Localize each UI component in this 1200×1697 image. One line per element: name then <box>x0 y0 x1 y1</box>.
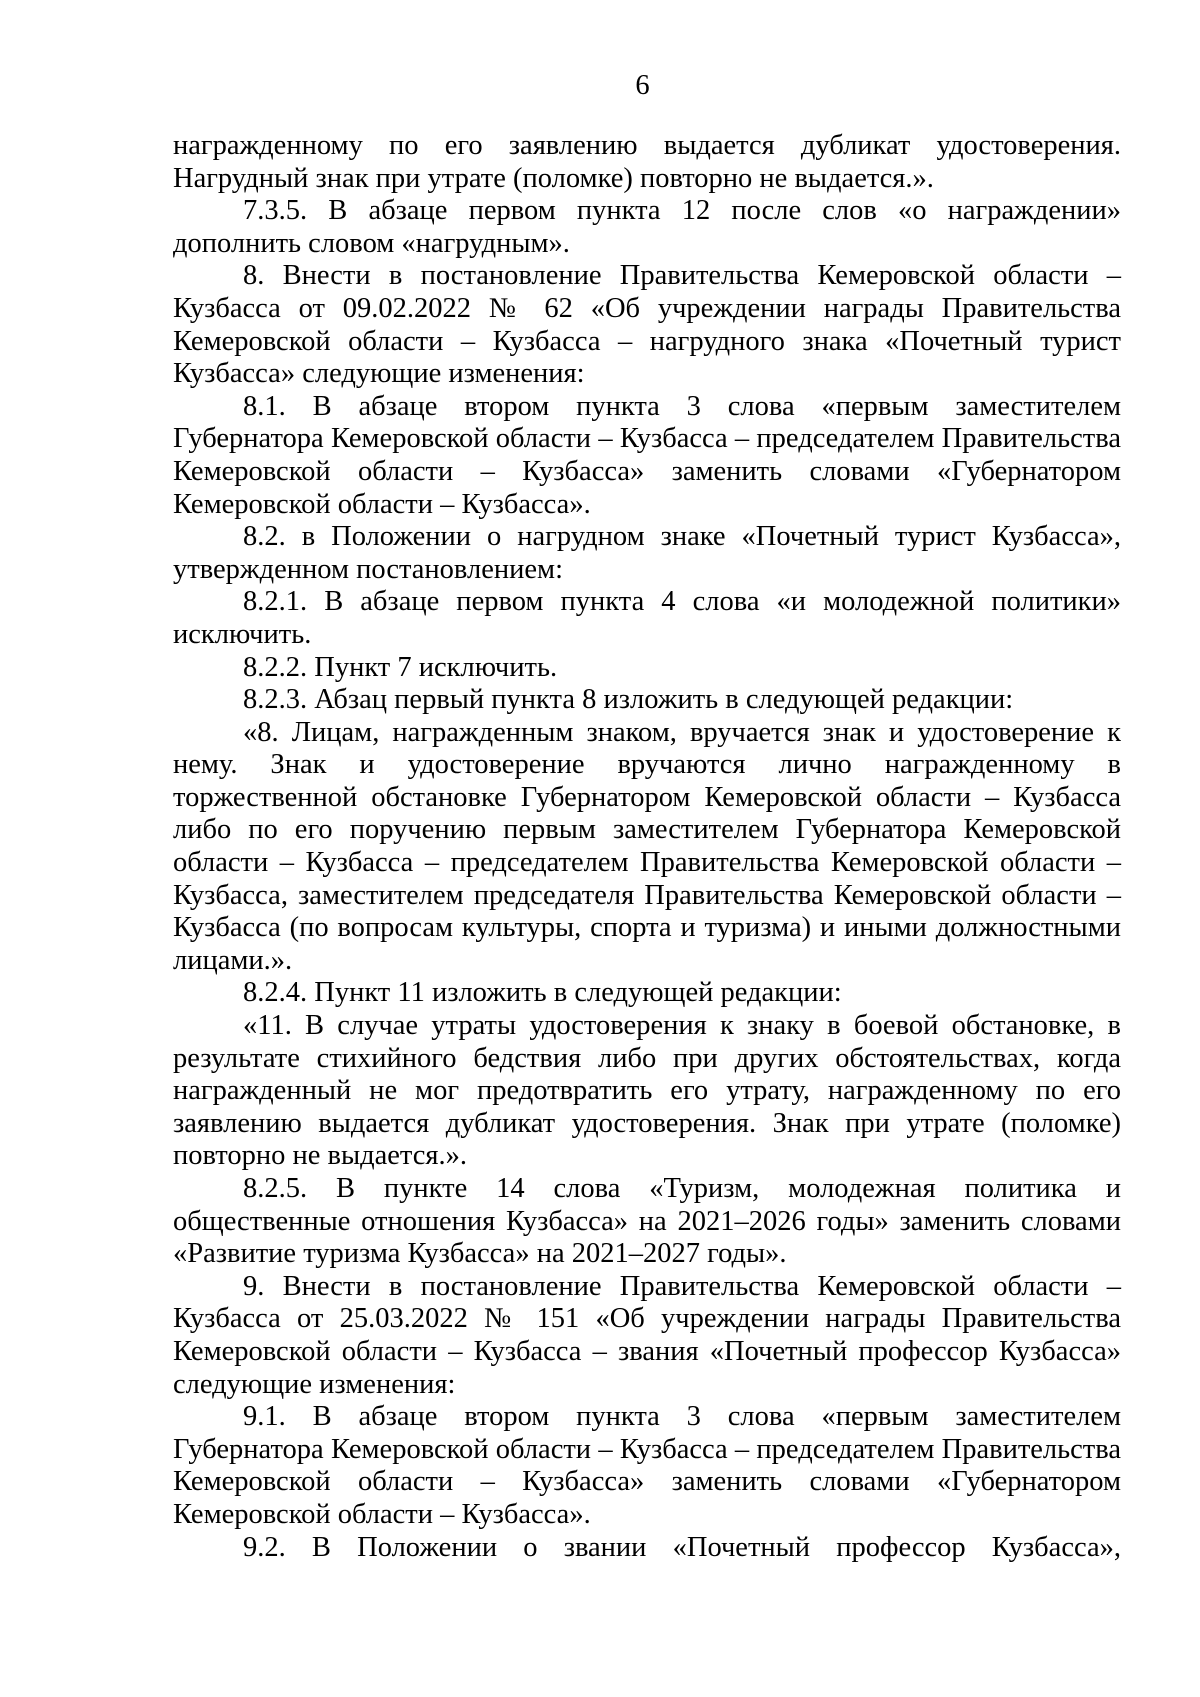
paragraph-continuation: награжденному по его заявлению выдается дубликат удостоверения. Нагрудный знак при утрате (поломке) повторно не выдается.». <box>173 130 1121 194</box>
document-body <box>173 130 1121 1564</box>
paragraph-8-2-4: 8.2.4. Пункт 11 изложить в следующей редакции: <box>243 977 842 1009</box>
paragraph-8-2-3: 8.2.3. Абзац первый пункта 8 изложить в следующей редакции: <box>243 684 1014 716</box>
page-number: 6 <box>635 70 650 101</box>
paragraph-8-2-1: 8.2.1. В абзаце первом пункта 4 слова «и молодежной политики» исключить. <box>173 586 1121 650</box>
paragraph-9-1: 9.1. В абзаце втором пункта 3 слова «первым заместителем Губернатора Кемеровской области – Кузбасса – председателем Правительства Кемеровской области – Кузбасса» заменить словами «Губернатором Кемеровской области – Кузбасса». <box>173 1401 1121 1530</box>
quoted-item-11: «11. В случае утраты удостоверения к знаку в боевой обстановке, в результате стихийного бедствия либо при других обстоятельствах, когда награжденный не мог предотвратить его утрату, награжденному по его заявлению выдается дубликат удостоверения. Знак при утрате (поломке) повторно не выдается.». <box>173 1010 1121 1172</box>
paragraph-9-2: 9.2. В Положении о звании «Почетный профессор Кузбасса», <box>243 1531 1121 1563</box>
paragraph-8-2-2: 8.2.2. Пункт 7 исключить. <box>243 651 558 683</box>
paragraph-8-2-5: 8.2.5. В пункте 14 слова «Туризм, молодежная политика и общественные отношения Кузбасса» на 2021–2026 годы» заменить словами «Развитие туризма Кузбасса» на 2021–2027 годы». <box>173 1173 1121 1270</box>
paragraph-8-1: 8.1. В абзаце втором пункта 3 слова «первым заместителем Губернатора Кемеровской области – Кузбасса – председателем Правительства Кемеровской области – Кузбасса» заменить словами «Губернатором Кемеровской области – Кузбасса». <box>173 390 1121 520</box>
paragraph-7-3-5: 7.3.5. В абзаце первом пункта 12 после слов «о награждении» дополнить словом «нагрудным». <box>173 195 1121 259</box>
paragraph-9: 9. Внести в постановление Правительства Кемеровской области – Кузбасса от 25.03.2022 № 151 «Об учреждении награды Правительства Кемеровской области – Кузбасса – звания «Почетный профессор Кузбасса» следующие изменения: <box>173 1270 1121 1400</box>
quoted-item-8: «8. Лицам, награжденным знаком, вручается знак и удостоверение к нему. Знак и удостоверение вручаются лично награжденному в торжественной обстановке Губернатором Кемеровской области – Кузбасса либо по его поручению первым заместителем Губернатора Кемеровской области – Кузбасса – председателем Правительства Кемеровской области – Кузбасса, заместителем председателя Правительства Кемеровской области – Кузбасса (по вопросам культуры, спорта и туризма) и иными должностными лицами.». <box>173 716 1121 976</box>
paragraph-8-2: 8.2. в Положении о нагрудном знаке «Почетный турист Кузбасса», утвержденном постановлением: <box>173 521 1121 585</box>
paragraph-8: 8. Внести в постановление Правительства Кемеровской области – Кузбасса от 09.02.2022 № 62 «Об учреждении награды Правительства Кемеровской области – Кузбасса – нагрудного знака «Почетный турист Кузбасса» следующие изменения: <box>173 260 1121 390</box>
